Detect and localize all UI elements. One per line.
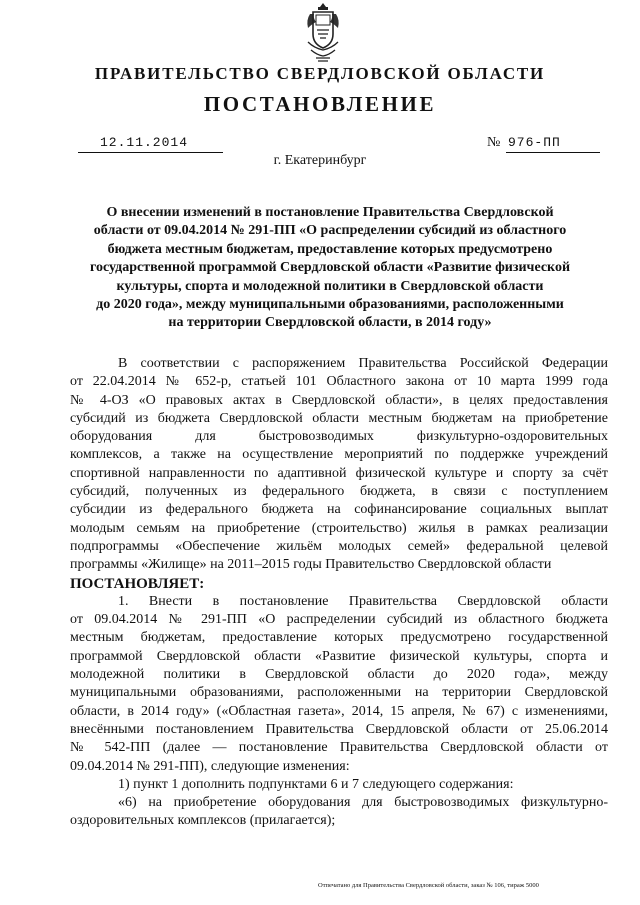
preamble-line: субсидии из федерального бюджета на софинансирование социальных выплат	[70, 502, 608, 518]
subitem-6-line: «6) на приобретение оборудования для быстровозводимых физкультурно-	[118, 795, 608, 811]
document-body	[70, 355, 608, 831]
print-footer: Отпечатано для Правительства Свердловской области, заказ № 106, тираж 5000	[318, 882, 539, 889]
item1-line: программой Свердловской области «Развитие физической культуры, спорта и	[70, 648, 608, 664]
item1-line: 09.04.2014 № 291-ПП), следующие изменения:	[70, 758, 350, 774]
preamble-line: В соответствии с распоряжением Правительства Российской Федерации	[118, 356, 608, 371]
title-line: бюджета местным бюджетам, предоставление которых предусмотрено	[107, 241, 553, 257]
number-label: №	[487, 135, 501, 150]
preamble-line: программы «Жилище» на 2011–2015 годы Правительство Свердловской области	[70, 557, 552, 573]
subitem-6-line: оздоровительных комплексов (прилагается);	[70, 813, 336, 829]
subitem-1: 1) пункт 1 дополнить подпунктами 6 и 7 следующего содержания:	[118, 776, 514, 792]
document-type: ПОСТАНОВЛЕНИЕ	[203, 92, 437, 116]
item1-line: № 542-ПП (далее — постановление Правительства Свердловской области от	[70, 740, 608, 756]
item1-line: от 09.04.2014 № 291-ПП «О распределении субсидий из областного бюджета	[70, 612, 608, 628]
title-line: культуры, спорта и молодежной политики в Свердловской области	[116, 278, 544, 294]
title-line: О внесении изменений в постановление Правительства Свердловской	[106, 205, 554, 220]
resolves-heading: ПОСТАНОВЛЯЕТ:	[70, 575, 205, 592]
document-number: 976-ПП	[508, 135, 561, 150]
preamble-line: подпрограммы «Обеспечение жильём молодых семей» федеральной целевой	[70, 538, 608, 554]
preamble-line: от 22.04.2014 № 652-р, статьей 101 Областного закона от 10 марта 1999 года	[70, 374, 608, 390]
item1-line: муниципальными образованиями, расположенными на территории Свердловской	[70, 685, 608, 701]
item1-line: внесёнными постановлением Правительства Свердловской области от 25.06.2014	[70, 721, 608, 737]
coat-of-arms-emblem	[304, 2, 342, 64]
preamble-line: спортивной направленности по адаптивной физической культуре и спорту за счёт	[70, 465, 608, 481]
document-date: 12.11.2014	[100, 135, 189, 150]
preamble-line: комплексов, а также на осуществление мероприятий по поддержке учреждений	[70, 447, 608, 463]
city: г. Екатеринбург	[273, 153, 367, 168]
preamble-line: субсидий, полученных из федерального бюджета, в связи с поступлением	[70, 484, 608, 500]
document-title	[70, 204, 590, 333]
item1-line: молодежной политики в Свердловской области до 2020 года», между	[70, 667, 608, 683]
preamble-line: оборудования для быстровозводимых физкультурно-оздоровительных	[70, 429, 608, 445]
preamble-line: субсидий из бюджета Свердловской области местным бюджетам на приобретение	[70, 410, 608, 426]
title-line: до 2020 года», между муниципальными образованиями, расположенными	[96, 297, 564, 313]
number-field	[506, 136, 600, 153]
item1-line: местным бюджетам, предоставление которых предусмотрено государственной	[70, 630, 608, 646]
preamble-line: № 4-ОЗ «О правовых актах в Свердловской области», в целях предоставления	[70, 392, 608, 408]
item1-line: области, в 2014 году» («Областная газета», 2014, 15 апреля, № 67) с изменениями,	[70, 703, 608, 719]
title-line: области от 09.04.2014 № 291-ПП «О распределении субсидий из областного	[93, 223, 567, 239]
title-line: государственной программой Свердловской области «Развитие физической	[89, 260, 571, 276]
preamble-line: молодым семьям на приобретение (строительство) жилья в рамках реализации	[70, 520, 608, 536]
date-field	[78, 136, 223, 153]
title-line: на территории Свердловской области, в 2014 году»	[168, 315, 492, 331]
item1-line: 1. Внести в постановление Правительства Свердловской области	[118, 593, 608, 609]
government-title: ПРАВИТЕЛЬСТВО СВЕРДЛОВСКОЙ ОБЛАСТИ	[94, 64, 546, 83]
